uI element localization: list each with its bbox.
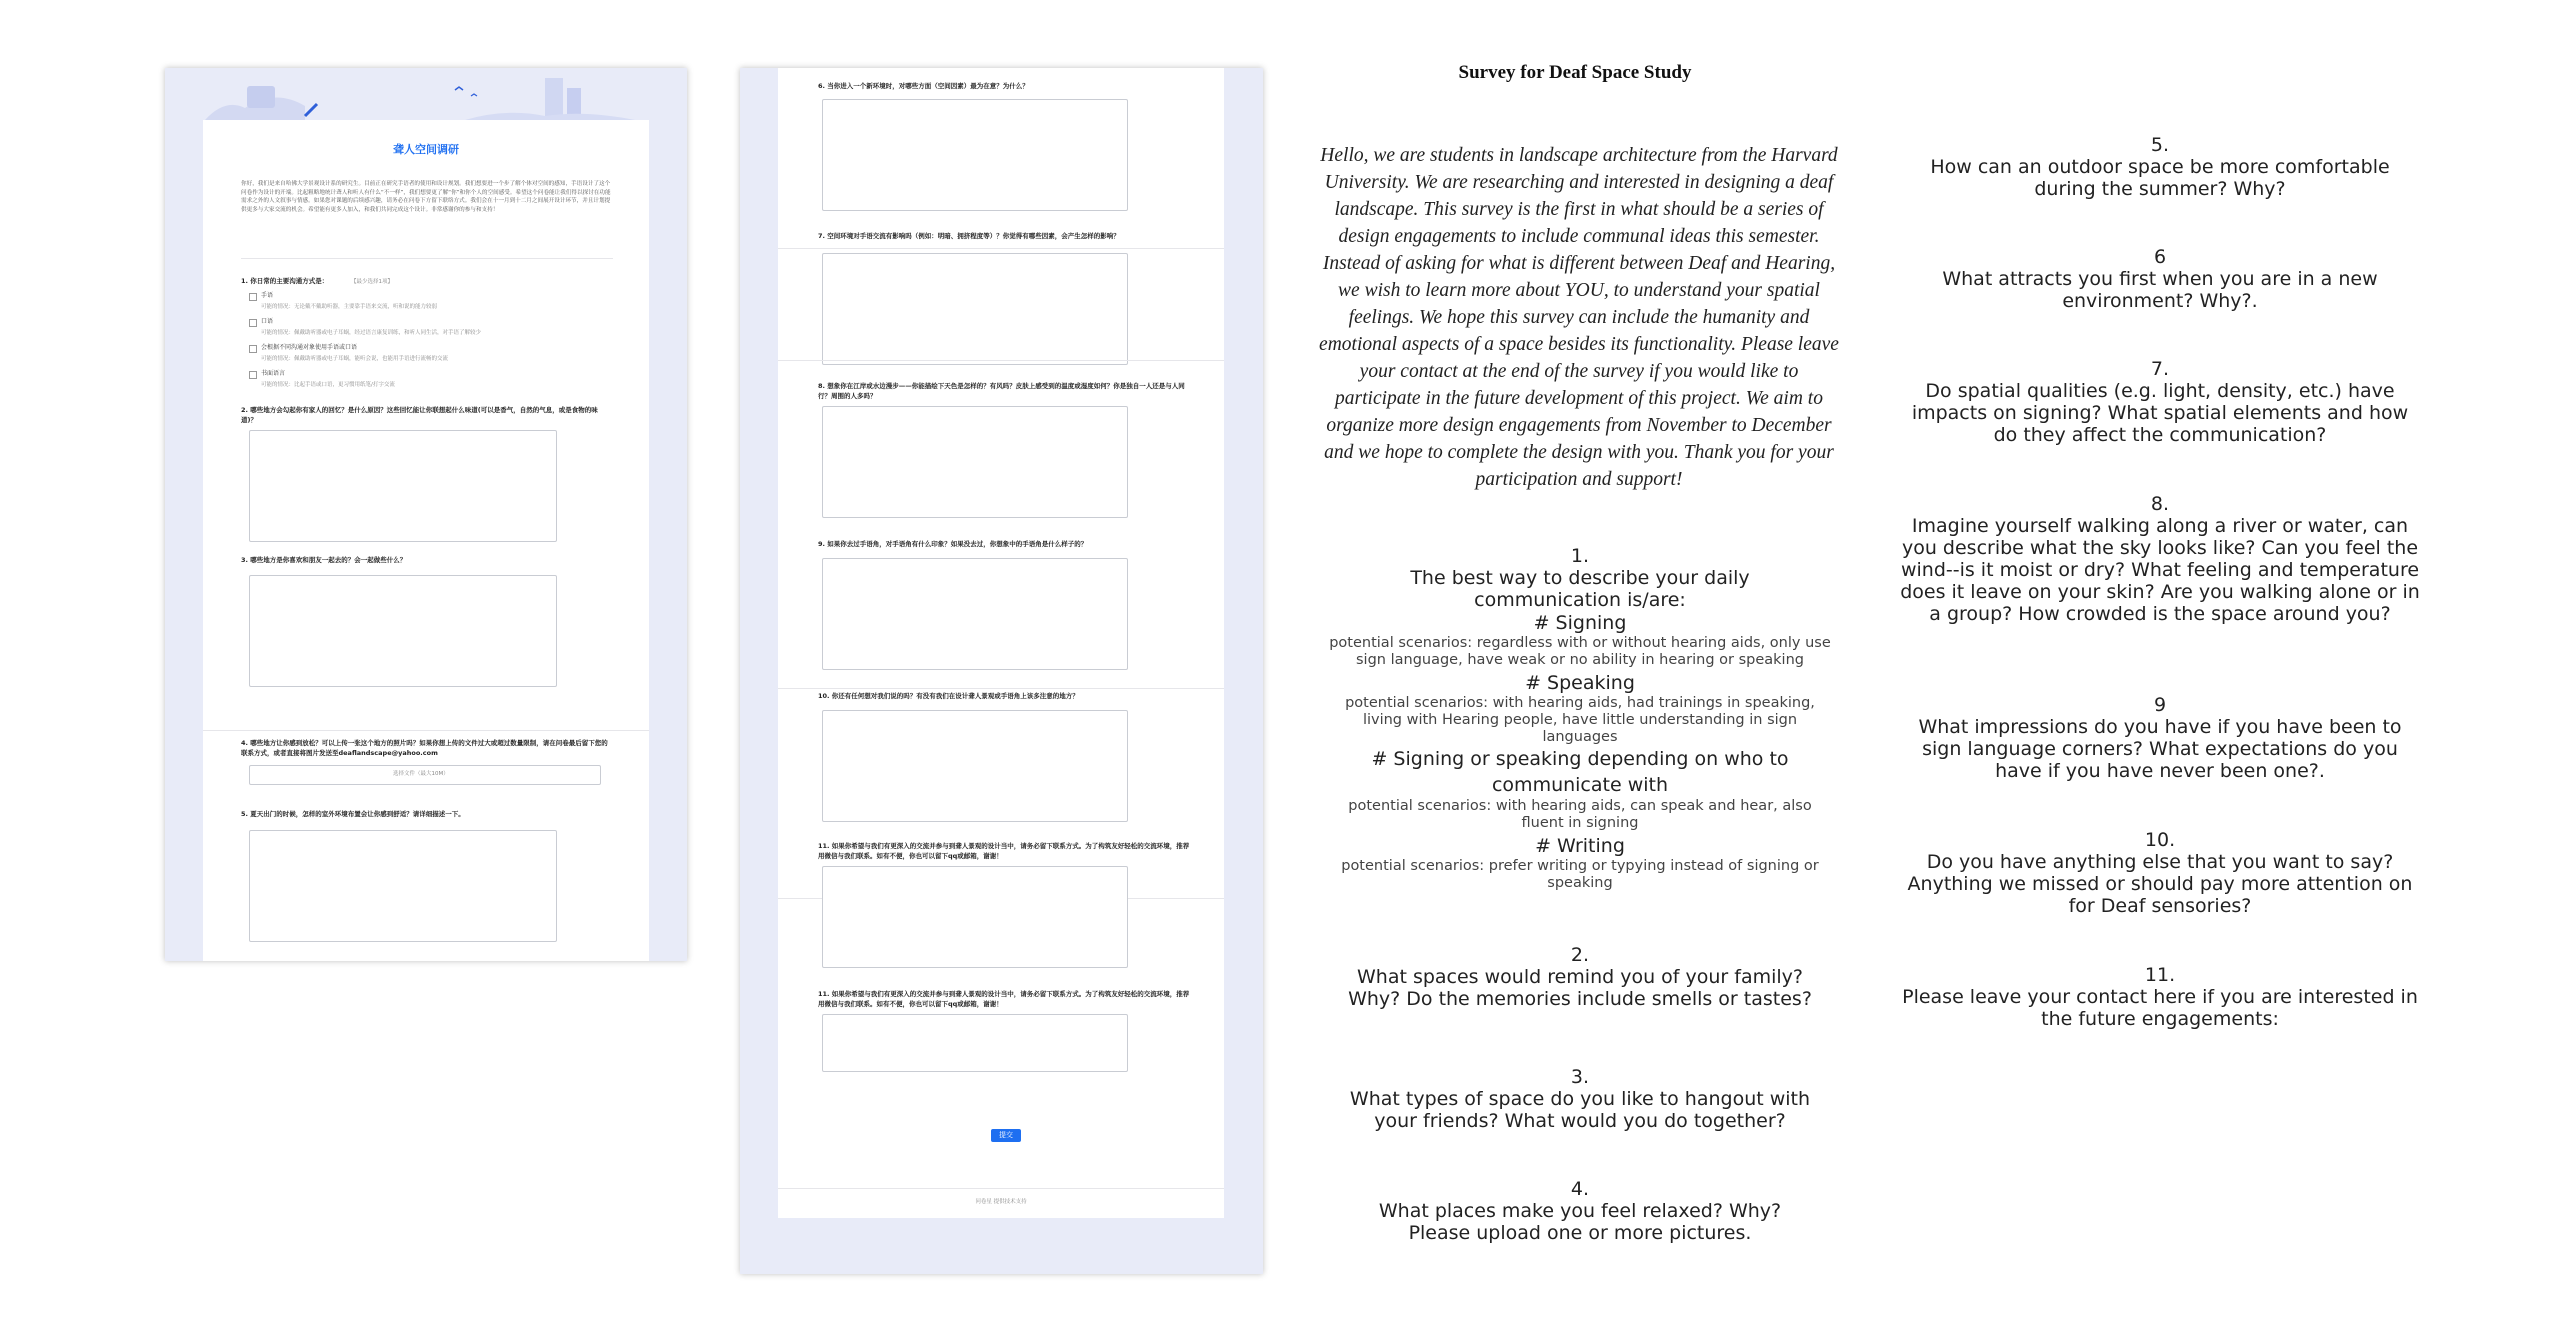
english-q2 — [1318, 944, 1842, 1010]
q8-text: Imagine yourself walking along a river or water, can you describe what the sky looks like? Can you feel the wind--is it moist or dry? What feeling and temperature does it leave on your skin? Are you walking alone or in a group? How crowded is the space around you? — [1900, 515, 2420, 625]
checkbox-option-4[interactable] — [249, 371, 257, 379]
english-q4 — [1318, 1178, 1842, 1244]
english-intro: Hello, we are students in landscape architecture from the Harvard University. We are researching and interested in designing a deaf landscape. This survey is the first in what should be a series of design engagements to include communal ideas this semester. Instead of asking for what is different between Deaf and Hearing, we wish to learn more about YOU, to understand your spatial feelings. We hope this survey can include the humanity and emotional aspects of a space besides its functionality. Please leave your contact at the end of the survey if you would like to participate in the future development of this project. We aim to organize more design engagements from November to December and we hope to complete the design with you. Thank you for your participation and support! — [1319, 145, 1839, 490]
q6-text: What attracts you first when you are in a new environment? Why?. — [1942, 268, 2378, 312]
checkbox-option-1[interactable] — [249, 293, 257, 301]
survey-page-cn-2 — [740, 68, 1263, 1274]
option-3-note: 可能的情况：佩戴助听器或电子耳蜗，能听会说，也能用手语进行流畅的交流 — [261, 356, 449, 362]
english-q10 — [1890, 829, 2430, 917]
survey-card — [203, 120, 649, 961]
question-11a: 11. 如果你希望与我们有更深入的交流并参与到聋人景观的设计当中，请务必留下联系方式。为了构筑友好轻松的交流环境，推荐用微信与我们联系。如有不便，你也可以留下qq或邮箱，谢谢！ — [818, 842, 1190, 860]
q5-number: 5. — [2150, 134, 2170, 156]
q11-text: Please leave your contact here if you are interested in the future engagements: — [1902, 986, 2418, 1030]
question-4: 4. 哪些地方让你感到放松？可以上传一张这个地方的照片吗？如果你想上传的文件过大或超过数量限制，请在问卷最后留下您的联系方式，或者直接将图片发送至deaflandscape@yahoo.com — [241, 739, 608, 757]
divider — [778, 360, 1224, 361]
q1-option-4-label: # Writing — [1535, 835, 1625, 857]
english-q11 — [1890, 964, 2430, 1030]
q7-number: 7. — [2150, 358, 2170, 380]
question-11b: 11. 如果你希望与我们有更深入的交流并参与到聋人景观的设计当中，请务必留下联系方式。为了构筑友好轻松的交流环境，推荐用微信与我们联系。如有不便，你也可以留下qq或邮箱，谢谢！ — [818, 990, 1190, 1008]
q10-text: Do you have anything else that you want to say? Anything we missed or should pay more attention on for Deaf sensories? — [1907, 851, 2413, 917]
english-q1 — [1318, 545, 1842, 892]
q1-number: 1. — [1570, 545, 1590, 567]
question-7: 7. 空间环境对手语交流有影响吗（例如：明暗、拥挤程度等）？你觉得有哪些因素，会产生怎样的影响？ — [818, 232, 1120, 240]
option-3-label: 会根据不同沟通对象使用手语或口语 — [261, 344, 358, 351]
question-1: 1. 你日常的主要沟通方式是： — [241, 277, 329, 285]
q2-number: 2. — [1570, 944, 1590, 966]
question-2: 2. 哪些地方会勾起你有家人的回忆？是什么原因？这些回忆能让你联想起什么味道(可以是香气，自然的气息，或是食物的味道)？ — [241, 406, 598, 424]
question-8-textarea[interactable] — [822, 406, 1128, 518]
footer-text: 问卷星 提供技术支持 — [975, 1199, 1027, 1205]
checkbox-option-2[interactable] — [249, 319, 257, 327]
survey-card — [778, 68, 1224, 1218]
q1-option-2-label: # Speaking — [1525, 672, 1635, 694]
divider — [778, 688, 1224, 689]
question-10-textarea[interactable] — [822, 710, 1128, 822]
q7-text: Do spatial qualities (e.g. light, density, etc.) have impacts on signing? What spatial elements and how do they affect the communication? — [1911, 380, 2409, 446]
question-7-textarea[interactable] — [822, 253, 1128, 365]
q1-option-4-note: potential scenarios: prefer writing or typying instead of signing or speaking — [1341, 858, 1819, 891]
survey-page-cn-1 — [165, 68, 687, 961]
submit-button[interactable]: 提交 — [991, 1129, 1021, 1142]
option-4-note: 可能的情况：比起手语或口语，更习惯用纸笔/打字交流 — [261, 382, 395, 388]
question-10: 10. 你还有任何想对我们说的吗？有没有我们在设计聋人景观或手语角上该多注意的地方？ — [818, 692, 1079, 700]
question-5-textarea[interactable] — [249, 830, 557, 942]
english-title: Survey for Deaf Space Study — [1458, 62, 1692, 83]
question-11b-input[interactable] — [822, 1014, 1128, 1072]
question-9: 9. 如果你去过手语角，对手语角有什么印象？如果没去过，你想象中的手语角是什么样子的？ — [818, 540, 1088, 548]
footer-divider — [778, 1188, 1224, 1189]
q1-option-1-note: potential scenarios: regardless with or without hearing aids, only use sign language, have weak or no ability in hearing or speaking — [1329, 635, 1831, 668]
option-2-note: 可能的情况：佩戴助听器或电子耳蜗，经过语言康复训练，和听人同生活，对手语了解较少 — [261, 330, 482, 336]
question-3: 3. 哪些地方是你喜欢和朋友一起去的？会一起做些什么？ — [241, 556, 407, 564]
option-1-label: 手语 — [261, 292, 274, 299]
q4-number: 4. — [1570, 1178, 1590, 1200]
divider — [778, 248, 1224, 249]
option-4-label: 书面语言 — [261, 370, 286, 377]
survey-title: 聋人空间调研 — [393, 143, 459, 156]
q1-option-1-label: # Signing — [1533, 612, 1627, 634]
english-q6 — [1890, 246, 2430, 312]
q1-text: The best way to describe your daily communication is/are: — [1410, 567, 1750, 611]
survey-intro: 你好，我们是来自哈佛大学景观设计系的研究生。目前正在研究手语者的使用和设计规划。我们想要进一个步了解个体对空间的感知，手语设计了这个问卷作为设计的开端。比起粗略地统计聋人和听人有什么“不一样”，我们想要更了解“你”和你个人的空间感受。希望这个问卷能让我们得以探讨在功能需求之外的人文叙事与情感。如果您对课题的后续感兴趣，请务必在问卷下方留下联络方式。我们会在十一月到十二月之间展开设计环节，并且计划提供更多与大家交流的机会。希望能有更多人加入，和我们共同完成这个设计。非常感谢你的参与和支持！ — [241, 181, 611, 213]
english-q7 — [1890, 358, 2430, 446]
banner-illustration — [165, 68, 687, 120]
q1-option-2-note: potential scenarios: with hearing aids, had trainings in speaking, living with Hearing people, have little understanding in sign languages — [1345, 695, 1815, 745]
q6-number: 6 — [2153, 246, 2167, 268]
upload-label: 选择文件（最大10M） — [393, 771, 449, 777]
q9-text: What impressions do you have if you have been to sign language corners? What expectations do you have if you have never been one?. — [1918, 716, 2402, 782]
q5-text: How can an outdoor space be more comfortable during the summer? Why? — [1930, 156, 2390, 200]
question-11a-input[interactable] — [822, 866, 1128, 968]
q10-number: 10. — [2144, 829, 2176, 851]
q9-number: 9 — [2153, 694, 2167, 716]
question-5: 5. 夏天出门的时候，怎样的室外环境布置会让你感到舒适？请详细描述一下。 — [241, 810, 465, 818]
question-1-hint: 【最少选择1项】 — [351, 279, 393, 285]
q3-text: What types of space do you like to hangout with your friends? What would you do together? — [1349, 1088, 1811, 1132]
option-2-label: 口语 — [261, 318, 274, 325]
english-q5 — [1890, 134, 2430, 200]
question-2-textarea[interactable] — [249, 430, 557, 542]
question-3-textarea[interactable] — [249, 575, 557, 687]
english-q9 — [1890, 694, 2430, 782]
question-6: 6. 当你进入一个新环境时，对哪些方面（空间因素）最为在意？为什么？ — [818, 82, 1029, 90]
question-6-textarea[interactable] — [822, 99, 1128, 211]
question-8: 8. 想象你在江岸或水边漫步——你能描绘下天色是怎样的？有风吗？皮肤上感受到的温度或湿度如何？你是独自一人还是与人同行？周围的人多吗？ — [818, 382, 1185, 400]
q4-text: What places make you feel relaxed? Why? Please upload one or more pictures. — [1378, 1200, 1782, 1244]
q2-text: What spaces would remind you of your family? Why? Do the memories include smells or tastes? — [1348, 966, 1812, 1010]
q1-option-3-label: # Signing or speaking depending on who to communicate with — [1371, 748, 1789, 796]
checkbox-option-3[interactable] — [249, 345, 257, 353]
english-q8 — [1890, 493, 2430, 625]
english-q3 — [1318, 1066, 1842, 1132]
question-9-textarea[interactable] — [822, 558, 1128, 670]
q11-number: 11. — [2144, 964, 2176, 986]
q8-number: 8. — [2150, 493, 2170, 515]
q1-option-3-note: potential scenarios: with hearing aids, can speak and hear, also fluent in signing — [1348, 798, 1812, 831]
q3-number: 3. — [1570, 1066, 1590, 1088]
divider — [241, 258, 613, 259]
divider — [203, 730, 649, 731]
option-1-note: 可能的情况：无论戴不戴助听器，主要靠手语来交流，听和说的能力较弱 — [261, 304, 438, 310]
